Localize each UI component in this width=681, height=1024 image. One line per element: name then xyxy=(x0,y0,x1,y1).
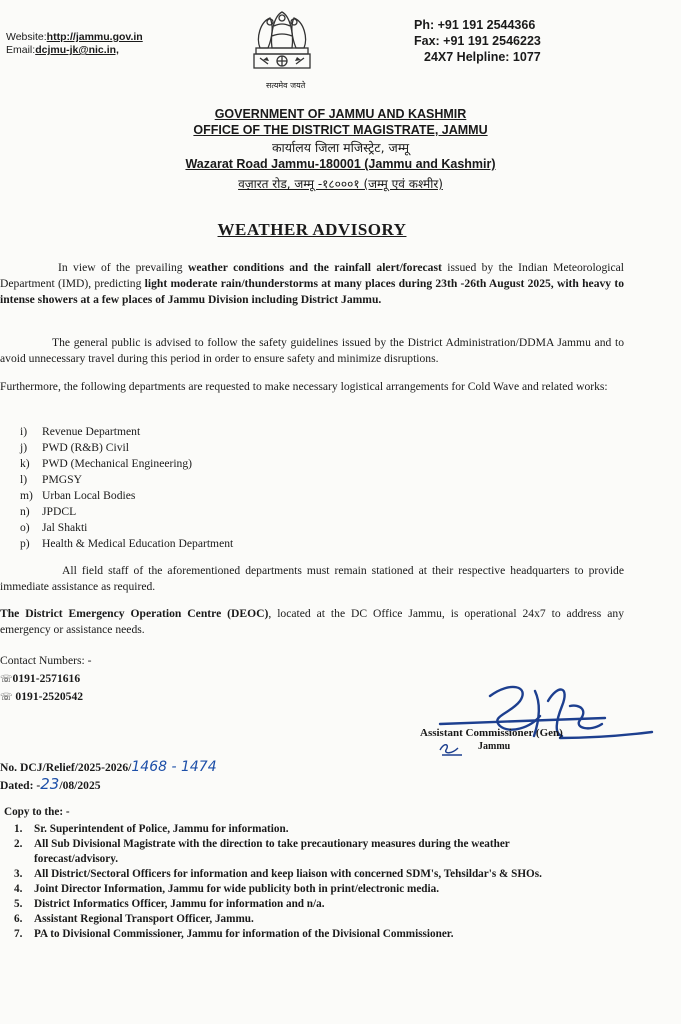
contact-number-1: ☏0191-2571616 xyxy=(0,672,81,685)
paragraph-public-advice: The general public is advised to follow the safety guidelines issued by the District Administration/DDMA Jammu and to avoid unnecessary travel during this period in order to ensure safety and minimize disruptions. xyxy=(0,336,624,365)
copy-to-heading: Copy to the: - xyxy=(4,806,70,818)
copy-to-list xyxy=(14,822,634,942)
handwritten-reference: 1468 - 1474 xyxy=(131,759,217,775)
list-item: j) PWD (R&B) Civil xyxy=(20,441,129,454)
list-item: 3. All District/Sectoral Officers for information and keep liaison with concerned SDM's, Tehsildar's & SHOs. xyxy=(14,868,542,880)
paragraph-field-staff: All field staff of the aforementioned departments must remain stationed at their respective headquarters to provide immediate assistance as required. xyxy=(0,564,624,593)
office-phone: Ph: +91 191 2544366 xyxy=(414,18,536,32)
office-heading: OFFICE OF THE DISTRICT MAGISTRATE, JAMMU xyxy=(193,123,488,137)
initials-scribble xyxy=(436,740,466,758)
phone-icon: ☏ xyxy=(0,692,13,703)
helpline: 24X7 Helpline: 1077 xyxy=(424,50,541,64)
paragraph-departments-intro: Furthermore, the following departments are requested to make necessary logistical arrangements for Cold Wave and related works: xyxy=(0,380,608,393)
government-heading: GOVERNMENT OF JAMMU AND KASHMIR xyxy=(214,107,467,121)
phone-icon: ☏ xyxy=(0,674,13,685)
office-address: Wazarat Road Jammu-180001 (Jammu and Kashmir) xyxy=(185,157,496,171)
contact-numbers-label: Contact Numbers: - xyxy=(0,654,92,667)
email-link[interactable]: dcjmu-jk@nic.in, xyxy=(35,44,119,56)
office-fax: Fax: +91 191 2546223 xyxy=(414,34,541,48)
paragraph-deoc: The District Emergency Operation Centre (DEOC), located at the DC Office Jammu, is operational 24x7 to address any emergency or assistance needs. xyxy=(0,607,624,636)
departments-list xyxy=(20,424,233,552)
signatory-place: Jammu xyxy=(478,741,511,752)
list-item: o) Jal Shakti xyxy=(20,521,88,534)
list-item: n) JPDCL xyxy=(20,505,77,518)
reference-date: Dated: -23/08/2025 xyxy=(0,775,101,793)
website-block xyxy=(6,31,143,57)
paragraph-intro: In view of the prevailing weather conditions and the rainfall alert/forecast issued by the Indian Meteorological Department (IMD), predicting light moderate rain/thunderstorms at many places during 23th -26th August 2025, with heavy to intense showers at a few places of Jammu Division including District Jammu. xyxy=(0,261,625,306)
list-item: p) Health & Medical Education Department xyxy=(20,537,234,550)
office-contact-block xyxy=(414,17,541,65)
list-item: m) Urban Local Bodies xyxy=(20,489,136,502)
handwritten-date: 23 xyxy=(40,775,60,793)
list-item: l) PMGSY xyxy=(20,473,82,486)
contact-number-2: ☏ 0191-2520542 xyxy=(0,690,84,703)
list-item: i) Revenue Department xyxy=(20,425,141,438)
reference-number: No. DCJ/Relief/2025-2026/1468 - 1474 xyxy=(0,759,217,775)
email-label: Email: xyxy=(6,44,36,56)
website-link[interactable]: http://jammu.gov.in xyxy=(46,31,143,43)
document-title: WEATHER ADVISORY xyxy=(217,220,407,239)
list-item: k) PWD (Mechanical Engineering) xyxy=(20,457,193,470)
emblem-motto: सत्यमेव जयते xyxy=(266,81,306,90)
list-item: 6. Assistant Regional Transport Officer, Jammu. xyxy=(14,913,254,925)
list-item: 2. All Sub Divisional Magistrate with the direction to take precautionary measures during the weather forecast/advisory. xyxy=(14,838,510,865)
office-heading-hindi: कार्यालय जिला मजिस्ट्रेट, जम्मू xyxy=(271,140,410,155)
list-item: 4. Joint Director Information, Jammu for wide publicity both in print/electronic media. xyxy=(14,883,440,895)
office-address-hindi: वज़ारत रोड, जम्मू -१८०००१ (जम्मू एवं कश्मीर) xyxy=(238,177,443,191)
list-item: 1. Sr. Superintendent of Police, Jammu for information. xyxy=(14,823,289,835)
list-item: 7. PA to Divisional Commissioner, Jammu for information of the Divisional Commissioner. xyxy=(14,928,454,940)
website-label: Website: xyxy=(6,31,47,43)
signatory-title: Assistant Commissioner (Gen) xyxy=(420,727,563,739)
list-item: 5. District Informatics Officer, Jammu for information and n/a. xyxy=(14,898,325,910)
